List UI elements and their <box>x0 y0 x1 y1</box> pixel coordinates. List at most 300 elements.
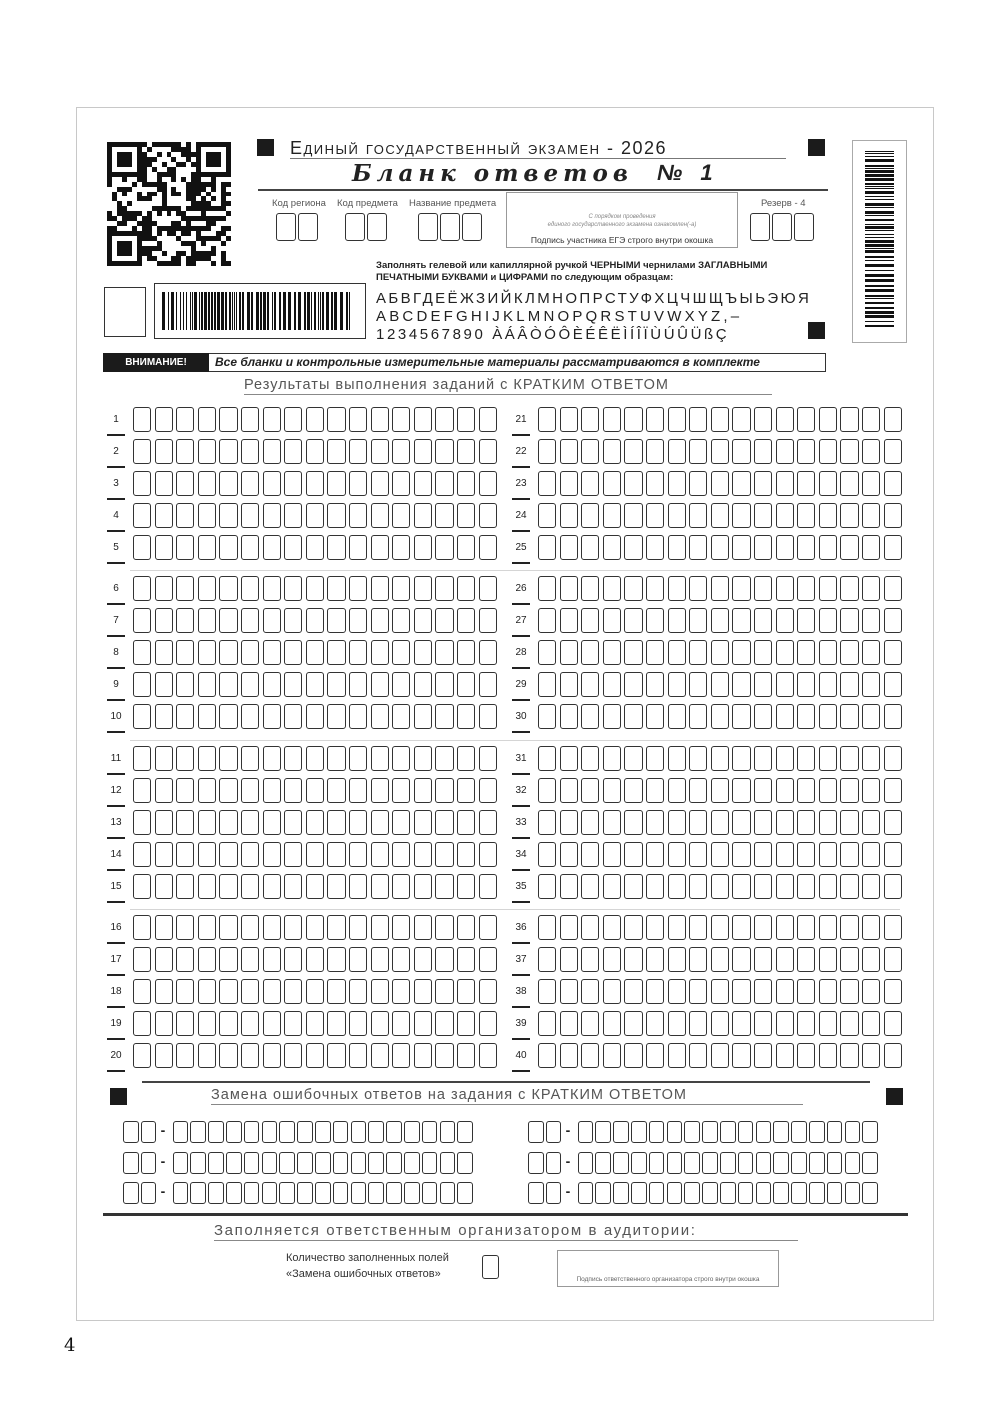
answer-cell[interactable] <box>435 842 453 867</box>
answer-cell[interactable] <box>819 439 837 464</box>
replacement-answer-cell[interactable] <box>351 1121 367 1143</box>
replacement-answer-cell[interactable] <box>578 1182 594 1204</box>
answer-cell[interactable] <box>581 503 599 528</box>
answer-cell[interactable] <box>457 1011 475 1036</box>
task-number-cell[interactable] <box>546 1121 562 1143</box>
replacement-answer-cell[interactable] <box>262 1121 278 1143</box>
answer-cell[interactable] <box>797 810 815 835</box>
answer-cell[interactable] <box>284 778 302 803</box>
answer-cell[interactable] <box>668 471 686 496</box>
region-code-cell[interactable] <box>298 213 318 241</box>
answer-cell[interactable] <box>284 915 302 940</box>
answer-cell[interactable] <box>624 1043 642 1068</box>
answer-cell[interactable] <box>414 608 432 633</box>
answer-cell[interactable] <box>538 503 556 528</box>
answer-cell[interactable] <box>862 439 880 464</box>
answer-cell[interactable] <box>349 471 367 496</box>
answer-cell[interactable] <box>263 979 281 1004</box>
answer-cell[interactable] <box>176 640 194 665</box>
answer-cell[interactable] <box>392 439 410 464</box>
answer-cell[interactable] <box>176 778 194 803</box>
answer-cell[interactable] <box>479 640 497 665</box>
answer-cell[interactable] <box>435 746 453 771</box>
answer-cell[interactable] <box>646 608 664 633</box>
replacement-answer-cell[interactable] <box>297 1152 313 1174</box>
answer-cell[interactable] <box>155 810 173 835</box>
answer-cell[interactable] <box>754 471 772 496</box>
answer-cell[interactable] <box>776 1011 794 1036</box>
answer-cell[interactable] <box>689 640 707 665</box>
answer-cell[interactable] <box>479 1043 497 1068</box>
answer-cell[interactable] <box>457 672 475 697</box>
answer-cell[interactable] <box>133 704 151 729</box>
answer-cell[interactable] <box>819 407 837 432</box>
replacement-answer-cell[interactable] <box>720 1182 736 1204</box>
replacement-answer-cell[interactable] <box>702 1182 718 1204</box>
answer-cell[interactable] <box>155 608 173 633</box>
replacement-answer-cell[interactable] <box>631 1182 647 1204</box>
answer-cell[interactable] <box>711 842 729 867</box>
answer-cell[interactable] <box>840 874 858 899</box>
answer-cell[interactable] <box>689 576 707 601</box>
replacement-answer-cell[interactable] <box>738 1121 754 1143</box>
replacement-answer-cell[interactable] <box>279 1121 295 1143</box>
answer-cell[interactable] <box>581 471 599 496</box>
replacement-answer-cell[interactable] <box>773 1182 789 1204</box>
answer-cell[interactable] <box>754 1011 772 1036</box>
answer-cell[interactable] <box>581 1011 599 1036</box>
answer-cell[interactable] <box>414 746 432 771</box>
replacement-answer-cell[interactable] <box>386 1121 402 1143</box>
answer-cell[interactable] <box>884 471 902 496</box>
answer-cell[interactable] <box>133 1011 151 1036</box>
answer-cell[interactable] <box>668 439 686 464</box>
answer-cell[interactable] <box>176 672 194 697</box>
answer-cell[interactable] <box>797 503 815 528</box>
answer-cell[interactable] <box>538 746 556 771</box>
answer-cell[interactable] <box>819 608 837 633</box>
answer-cell[interactable] <box>862 576 880 601</box>
answer-cell[interactable] <box>840 947 858 972</box>
answer-cell[interactable] <box>327 407 345 432</box>
answer-cell[interactable] <box>133 874 151 899</box>
answer-cell[interactable] <box>754 672 772 697</box>
answer-cell[interactable] <box>624 704 642 729</box>
answer-cell[interactable] <box>284 704 302 729</box>
answer-cell[interactable] <box>198 576 216 601</box>
replacement-answer-cell[interactable] <box>386 1152 402 1174</box>
replacement-answer-cell[interactable] <box>422 1182 438 1204</box>
answer-cell[interactable] <box>414 915 432 940</box>
answer-cell[interactable] <box>479 842 497 867</box>
answer-cell[interactable] <box>581 535 599 560</box>
answer-cell[interactable] <box>603 874 621 899</box>
answer-cell[interactable] <box>732 842 750 867</box>
answer-cell[interactable] <box>284 640 302 665</box>
answer-cell[interactable] <box>884 1011 902 1036</box>
answer-cell[interactable] <box>711 535 729 560</box>
answer-cell[interactable] <box>689 810 707 835</box>
answer-cell[interactable] <box>479 915 497 940</box>
answer-cell[interactable] <box>754 979 772 1004</box>
answer-cell[interactable] <box>754 915 772 940</box>
answer-cell[interactable] <box>133 407 151 432</box>
answer-cell[interactable] <box>711 1043 729 1068</box>
answer-cell[interactable] <box>457 746 475 771</box>
answer-cell[interactable] <box>711 407 729 432</box>
replacement-answer-cell[interactable] <box>333 1121 349 1143</box>
answer-cell[interactable] <box>241 535 259 560</box>
replacement-answer-cell[interactable] <box>649 1121 665 1143</box>
answer-cell[interactable] <box>538 535 556 560</box>
answer-cell[interactable] <box>306 979 324 1004</box>
answer-cell[interactable] <box>646 704 664 729</box>
answer-cell[interactable] <box>284 842 302 867</box>
replacement-answer-cell[interactable] <box>649 1182 665 1204</box>
answer-cell[interactable] <box>819 947 837 972</box>
answer-cell[interactable] <box>263 874 281 899</box>
answer-cell[interactable] <box>624 576 642 601</box>
answer-cell[interactable] <box>646 407 664 432</box>
answer-cell[interactable] <box>603 503 621 528</box>
answer-cell[interactable] <box>797 439 815 464</box>
answer-cell[interactable] <box>884 640 902 665</box>
answer-cell[interactable] <box>862 608 880 633</box>
answer-cell[interactable] <box>819 1011 837 1036</box>
answer-cell[interactable] <box>819 810 837 835</box>
answer-cell[interactable] <box>155 640 173 665</box>
answer-cell[interactable] <box>711 471 729 496</box>
answer-cell[interactable] <box>457 608 475 633</box>
replacement-answer-cell[interactable] <box>756 1121 772 1143</box>
answer-cell[interactable] <box>435 1011 453 1036</box>
answer-cell[interactable] <box>776 979 794 1004</box>
answer-cell[interactable] <box>624 407 642 432</box>
answer-cell[interactable] <box>732 503 750 528</box>
answer-cell[interactable] <box>284 407 302 432</box>
answer-cell[interactable] <box>371 778 389 803</box>
answer-cell[interactable] <box>603 1011 621 1036</box>
answer-cell[interactable] <box>668 842 686 867</box>
answer-cell[interactable] <box>884 608 902 633</box>
answer-cell[interactable] <box>754 704 772 729</box>
reserve-cell[interactable] <box>750 213 770 241</box>
replacement-answer-cell[interactable] <box>578 1121 594 1143</box>
answer-cell[interactable] <box>479 672 497 697</box>
answer-cell[interactable] <box>624 535 642 560</box>
replacement-answer-cell[interactable] <box>244 1152 260 1174</box>
answer-cell[interactable] <box>840 704 858 729</box>
answer-cell[interactable] <box>819 1043 837 1068</box>
answer-cell[interactable] <box>797 979 815 1004</box>
answer-cell[interactable] <box>603 608 621 633</box>
answer-cell[interactable] <box>284 1043 302 1068</box>
answer-cell[interactable] <box>819 535 837 560</box>
answer-cell[interactable] <box>862 842 880 867</box>
task-number-cell[interactable] <box>528 1182 544 1204</box>
replacement-answer-cell[interactable] <box>457 1121 473 1143</box>
answer-cell[interactable] <box>711 503 729 528</box>
answer-cell[interactable] <box>711 874 729 899</box>
answer-cell[interactable] <box>689 874 707 899</box>
answer-cell[interactable] <box>176 746 194 771</box>
answer-cell[interactable] <box>241 979 259 1004</box>
answer-cell[interactable] <box>646 535 664 560</box>
answer-cell[interactable] <box>198 704 216 729</box>
answer-cell[interactable] <box>241 471 259 496</box>
answer-cell[interactable] <box>819 979 837 1004</box>
answer-cell[interactable] <box>306 810 324 835</box>
answer-cell[interactable] <box>560 979 578 1004</box>
answer-cell[interactable] <box>884 810 902 835</box>
answer-cell[interactable] <box>668 810 686 835</box>
answer-cell[interactable] <box>538 439 556 464</box>
replacement-answer-cell[interactable] <box>208 1121 224 1143</box>
answer-cell[interactable] <box>133 576 151 601</box>
answer-cell[interactable] <box>349 1043 367 1068</box>
answer-cell[interactable] <box>414 704 432 729</box>
answer-cell[interactable] <box>754 947 772 972</box>
answer-cell[interactable] <box>349 842 367 867</box>
answer-cell[interactable] <box>819 746 837 771</box>
answer-cell[interactable] <box>219 810 237 835</box>
replacement-answer-cell[interactable] <box>613 1182 629 1204</box>
task-number-cell[interactable] <box>528 1152 544 1174</box>
replacement-answer-cell[interactable] <box>684 1152 700 1174</box>
answer-cell[interactable] <box>263 810 281 835</box>
answer-cell[interactable] <box>711 576 729 601</box>
answer-cell[interactable] <box>581 979 599 1004</box>
answer-cell[interactable] <box>884 407 902 432</box>
answer-cell[interactable] <box>754 407 772 432</box>
answer-cell[interactable] <box>306 1043 324 1068</box>
replacement-answer-cell[interactable] <box>368 1152 384 1174</box>
answer-cell[interactable] <box>457 979 475 1004</box>
answer-cell[interactable] <box>241 704 259 729</box>
answer-cell[interactable] <box>479 746 497 771</box>
answer-cell[interactable] <box>263 915 281 940</box>
answer-cell[interactable] <box>581 608 599 633</box>
answer-cell[interactable] <box>797 746 815 771</box>
answer-cell[interactable] <box>689 672 707 697</box>
replacement-answer-cell[interactable] <box>333 1152 349 1174</box>
answer-cell[interactable] <box>754 778 772 803</box>
answer-cell[interactable] <box>603 915 621 940</box>
answer-cell[interactable] <box>133 746 151 771</box>
answer-cell[interactable] <box>219 1043 237 1068</box>
answer-cell[interactable] <box>155 947 173 972</box>
answer-cell[interactable] <box>219 915 237 940</box>
answer-cell[interactable] <box>306 640 324 665</box>
answer-cell[interactable] <box>198 1011 216 1036</box>
answer-cell[interactable] <box>797 778 815 803</box>
replacement-answer-cell[interactable] <box>279 1152 295 1174</box>
replacement-answer-cell[interactable] <box>173 1182 189 1204</box>
answer-cell[interactable] <box>646 746 664 771</box>
answer-cell[interactable] <box>754 608 772 633</box>
answer-cell[interactable] <box>624 1011 642 1036</box>
answer-cell[interactable] <box>219 979 237 1004</box>
answer-cell[interactable] <box>176 503 194 528</box>
replacement-answer-cell[interactable] <box>226 1152 242 1174</box>
answer-cell[interactable] <box>392 1043 410 1068</box>
answer-cell[interactable] <box>646 672 664 697</box>
answer-cell[interactable] <box>219 704 237 729</box>
answer-cell[interactable] <box>327 1011 345 1036</box>
answer-cell[interactable] <box>263 1043 281 1068</box>
answer-cell[interactable] <box>581 746 599 771</box>
answer-cell[interactable] <box>327 947 345 972</box>
answer-cell[interactable] <box>624 810 642 835</box>
answer-cell[interactable] <box>198 672 216 697</box>
answer-cell[interactable] <box>603 947 621 972</box>
answer-cell[interactable] <box>435 810 453 835</box>
answer-cell[interactable] <box>711 704 729 729</box>
answer-cell[interactable] <box>371 746 389 771</box>
answer-cell[interactable] <box>689 471 707 496</box>
answer-cell[interactable] <box>198 842 216 867</box>
answer-cell[interactable] <box>797 947 815 972</box>
answer-cell[interactable] <box>133 503 151 528</box>
answer-cell[interactable] <box>241 810 259 835</box>
answer-cell[interactable] <box>646 874 664 899</box>
replacement-answer-cell[interactable] <box>827 1121 843 1143</box>
answer-cell[interactable] <box>284 810 302 835</box>
replacement-answer-cell[interactable] <box>845 1152 861 1174</box>
answer-cell[interactable] <box>457 640 475 665</box>
answer-cell[interactable] <box>306 778 324 803</box>
replacement-answer-cell[interactable] <box>720 1152 736 1174</box>
task-number-cell[interactable] <box>141 1182 157 1204</box>
answer-cell[interactable] <box>284 1011 302 1036</box>
subject-name-cell[interactable] <box>440 213 460 241</box>
answer-cell[interactable] <box>840 471 858 496</box>
answer-cell[interactable] <box>263 535 281 560</box>
answer-cell[interactable] <box>241 640 259 665</box>
answer-cell[interactable] <box>435 672 453 697</box>
answer-cell[interactable] <box>646 1043 664 1068</box>
answer-cell[interactable] <box>133 915 151 940</box>
answer-cell[interactable] <box>689 1043 707 1068</box>
answer-cell[interactable] <box>284 947 302 972</box>
answer-cell[interactable] <box>668 778 686 803</box>
answer-cell[interactable] <box>538 947 556 972</box>
answer-cell[interactable] <box>603 778 621 803</box>
answer-cell[interactable] <box>538 672 556 697</box>
answer-cell[interactable] <box>711 672 729 697</box>
answer-cell[interactable] <box>840 746 858 771</box>
answer-cell[interactable] <box>581 576 599 601</box>
answer-cell[interactable] <box>327 439 345 464</box>
answer-cell[interactable] <box>133 439 151 464</box>
answer-cell[interactable] <box>862 503 880 528</box>
reserve-cell[interactable] <box>772 213 792 241</box>
answer-cell[interactable] <box>133 842 151 867</box>
answer-cell[interactable] <box>840 503 858 528</box>
answer-cell[interactable] <box>689 947 707 972</box>
answer-cell[interactable] <box>133 608 151 633</box>
answer-cell[interactable] <box>371 915 389 940</box>
subject-code-cell[interactable] <box>345 213 365 241</box>
answer-cell[interactable] <box>560 439 578 464</box>
answer-cell[interactable] <box>371 1011 389 1036</box>
answer-cell[interactable] <box>689 915 707 940</box>
answer-cell[interactable] <box>538 471 556 496</box>
answer-cell[interactable] <box>414 1011 432 1036</box>
answer-cell[interactable] <box>263 842 281 867</box>
answer-cell[interactable] <box>668 1011 686 1036</box>
replacement-answer-cell[interactable] <box>827 1182 843 1204</box>
answer-cell[interactable] <box>862 979 880 1004</box>
answer-cell[interactable] <box>176 576 194 601</box>
replacement-answer-cell[interactable] <box>386 1182 402 1204</box>
answer-cell[interactable] <box>457 471 475 496</box>
answer-cell[interactable] <box>284 979 302 1004</box>
answer-cell[interactable] <box>457 915 475 940</box>
answer-cell[interactable] <box>732 1043 750 1068</box>
answer-cell[interactable] <box>392 535 410 560</box>
answer-cell[interactable] <box>457 778 475 803</box>
answer-cell[interactable] <box>646 640 664 665</box>
answer-cell[interactable] <box>840 608 858 633</box>
answer-cell[interactable] <box>263 746 281 771</box>
answer-cell[interactable] <box>155 503 173 528</box>
answer-cell[interactable] <box>241 439 259 464</box>
answer-cell[interactable] <box>862 535 880 560</box>
replacement-answer-cell[interactable] <box>845 1182 861 1204</box>
answer-cell[interactable] <box>327 810 345 835</box>
answer-cell[interactable] <box>176 439 194 464</box>
answer-cell[interactable] <box>241 576 259 601</box>
answer-cell[interactable] <box>603 439 621 464</box>
answer-cell[interactable] <box>435 608 453 633</box>
answer-cell[interactable] <box>689 1011 707 1036</box>
answer-cell[interactable] <box>219 535 237 560</box>
answer-cell[interactable] <box>306 503 324 528</box>
subject-name-cell[interactable] <box>418 213 438 241</box>
answer-cell[interactable] <box>284 471 302 496</box>
answer-cell[interactable] <box>176 535 194 560</box>
answer-cell[interactable] <box>263 576 281 601</box>
answer-cell[interactable] <box>884 874 902 899</box>
replacement-answer-cell[interactable] <box>791 1121 807 1143</box>
answer-cell[interactable] <box>457 704 475 729</box>
answer-cell[interactable] <box>176 407 194 432</box>
answer-cell[interactable] <box>862 1043 880 1068</box>
answer-cell[interactable] <box>349 704 367 729</box>
answer-cell[interactable] <box>349 810 367 835</box>
answer-cell[interactable] <box>198 535 216 560</box>
answer-cell[interactable] <box>797 1043 815 1068</box>
answer-cell[interactable] <box>479 810 497 835</box>
answer-cell[interactable] <box>176 1043 194 1068</box>
answer-cell[interactable] <box>668 704 686 729</box>
answer-cell[interactable] <box>711 1011 729 1036</box>
answer-cell[interactable] <box>219 947 237 972</box>
answer-cell[interactable] <box>538 704 556 729</box>
answer-cell[interactable] <box>198 1043 216 1068</box>
answer-cell[interactable] <box>392 746 410 771</box>
replacement-answer-cell[interactable] <box>738 1182 754 1204</box>
answer-cell[interactable] <box>884 704 902 729</box>
answer-cell[interactable] <box>732 407 750 432</box>
answer-cell[interactable] <box>560 842 578 867</box>
answer-cell[interactable] <box>862 640 880 665</box>
answer-cell[interactable] <box>392 576 410 601</box>
answer-cell[interactable] <box>349 608 367 633</box>
answer-cell[interactable] <box>349 874 367 899</box>
answer-cell[interactable] <box>560 810 578 835</box>
